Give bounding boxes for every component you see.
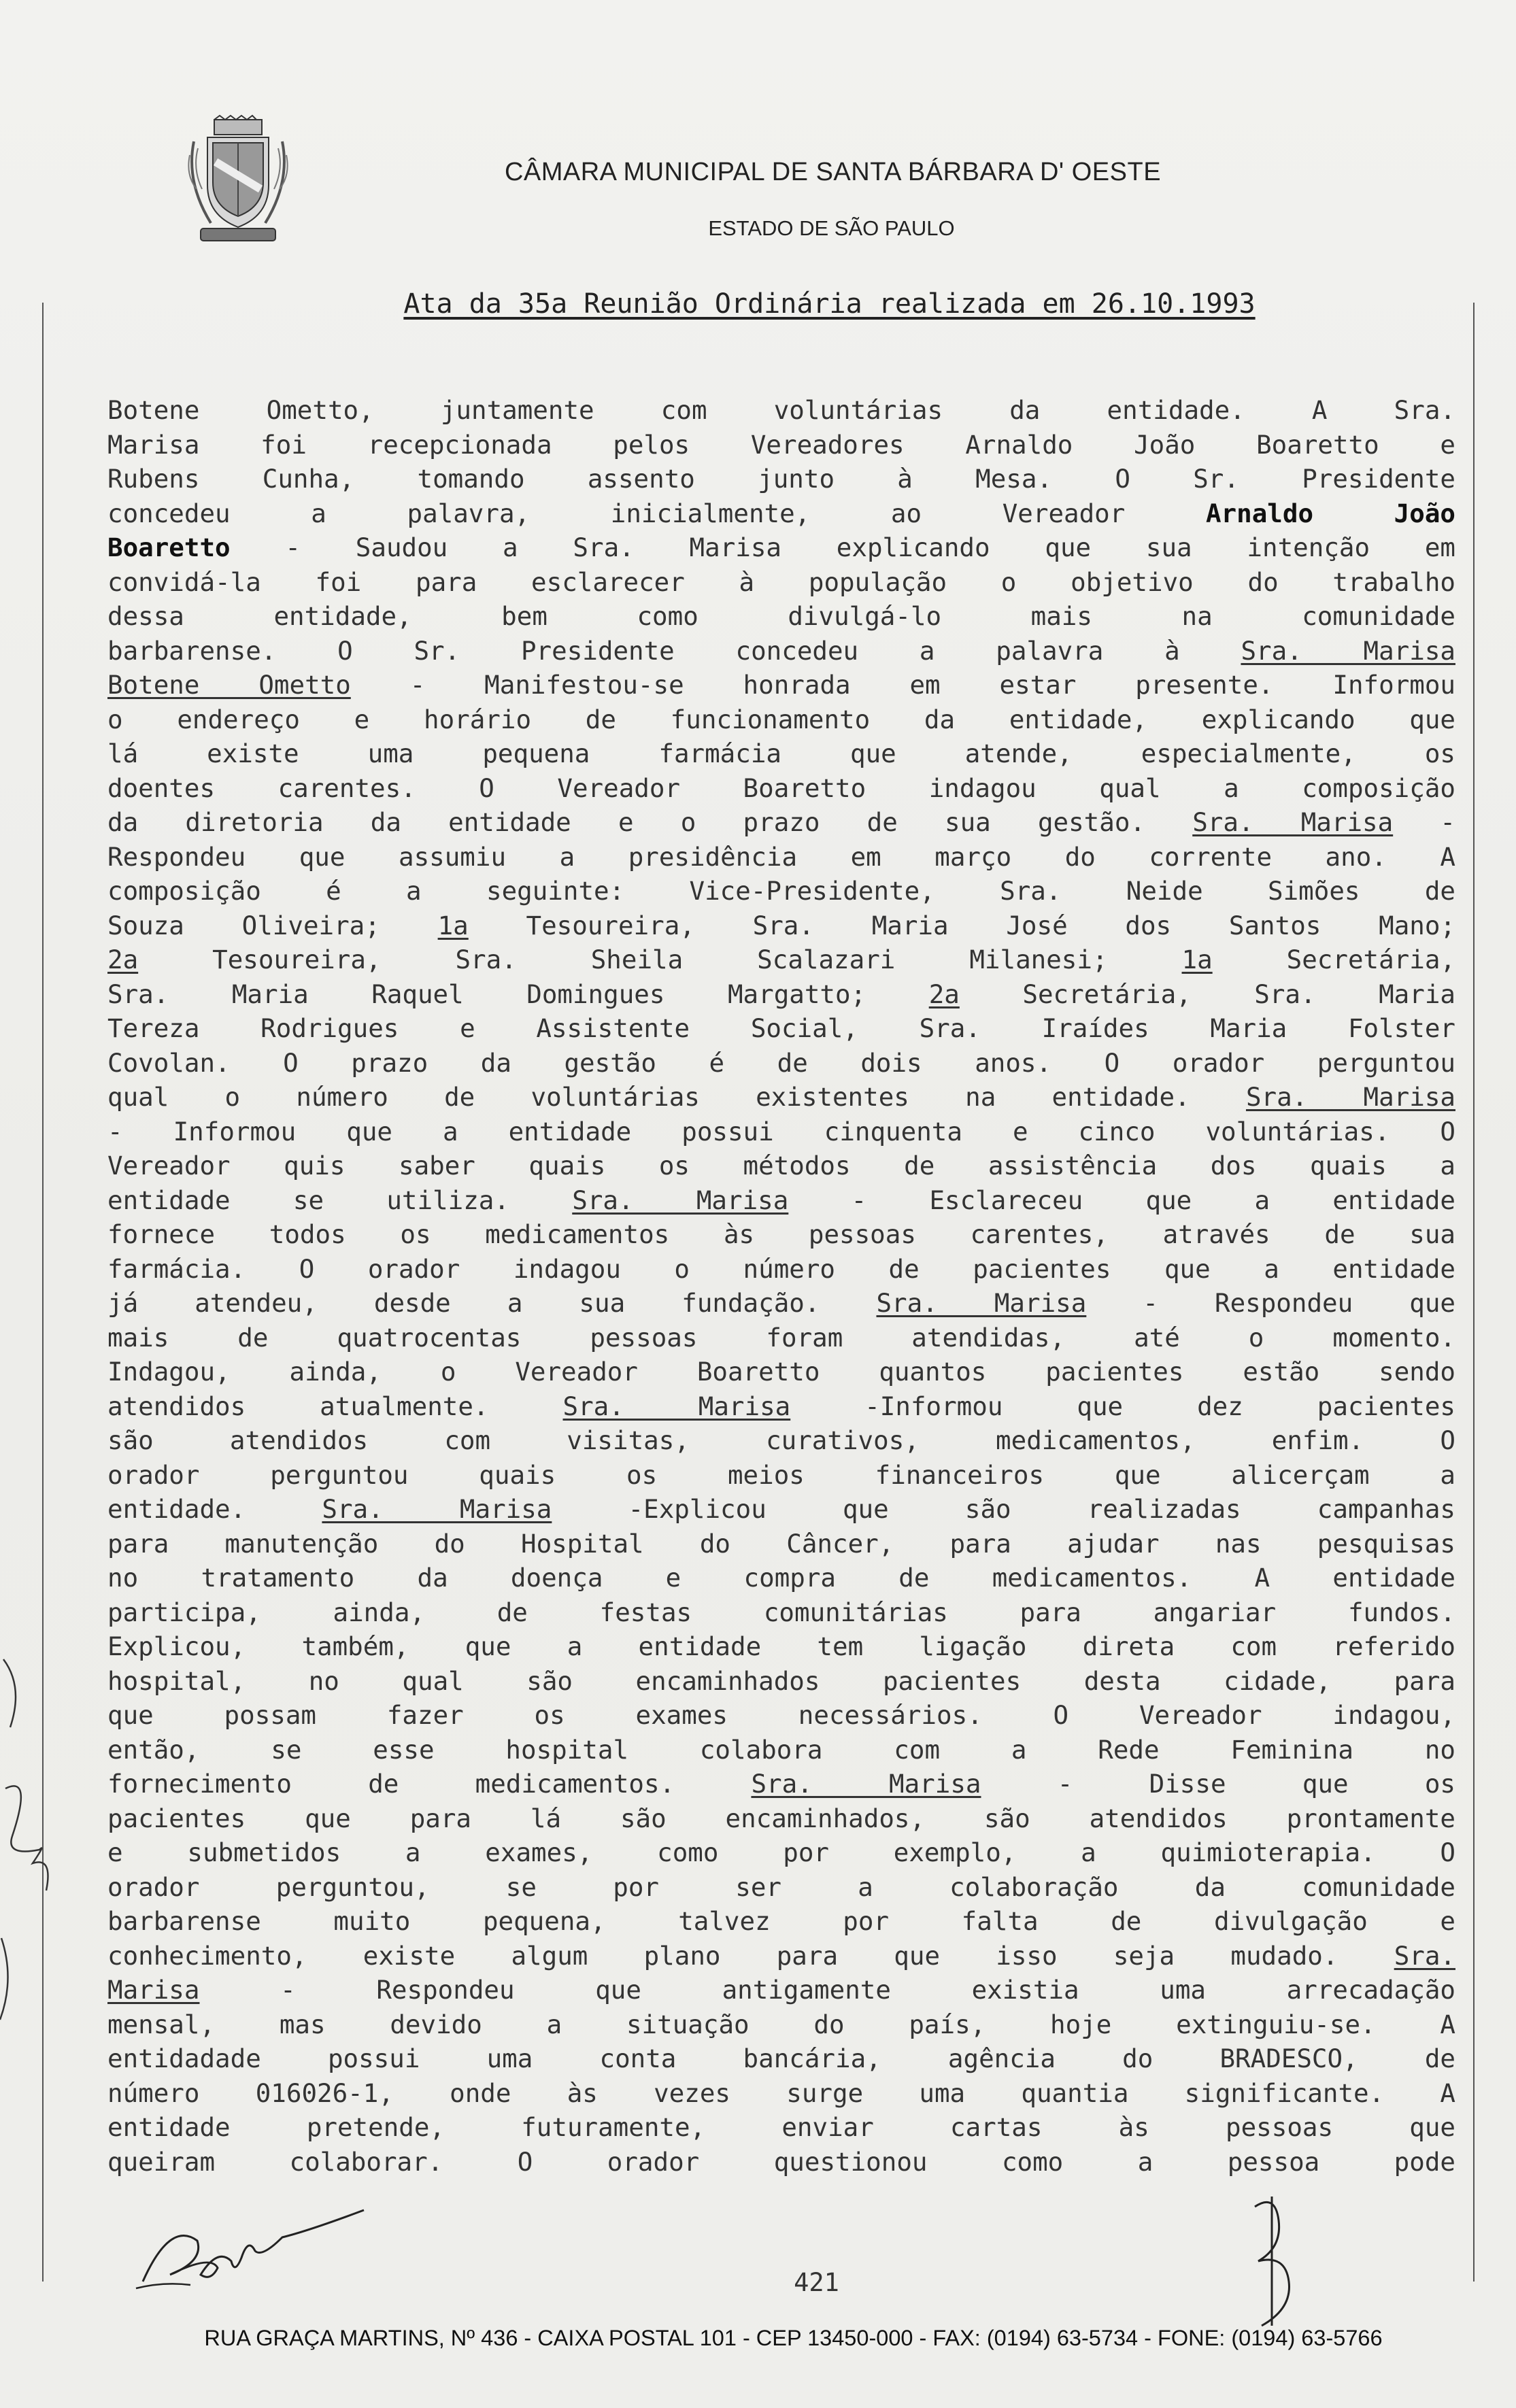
ordinal: 1a [1181, 945, 1213, 974]
underlined-name: Sra. [1394, 1940, 1455, 1971]
text-line: Marisa foi recepcionada pelos Vereadores Arnaldo João Boaretto e [107, 429, 1455, 460]
text-line: que possam fazer os exames necessários. O Vereador indagou, [107, 1700, 1455, 1730]
text-line: o endereço e horário de funcionamento da entidade, explicando que [107, 704, 1455, 734]
underlined-name: Botene Ometto [107, 670, 351, 700]
text-line: Vereador quis saber quais os métodos de assistência dos quais a [107, 1151, 1455, 1181]
text-line: Marisa - Respondeu que antigamente existia uma arrecadação [107, 1975, 1455, 2005]
text-line: Botene Ometto, juntamente com voluntárias da entidade. A Sra. [107, 395, 1455, 425]
margin-signature-icon [0, 1652, 54, 2033]
underlined-name: Marisa [107, 1975, 200, 2005]
text-line: queiram colaborar. O orador questionou como a pessoa pode [107, 2146, 1455, 2177]
underlined-name: Sra. Marisa [322, 1494, 552, 1524]
underlined-name: Sra. Marisa [876, 1288, 1087, 1318]
text-line: Explicou, também, que a entidade tem ligação direta com referido [107, 1631, 1455, 1661]
text-line: no tratamento da doença e compra de medicamentos. A entidade [107, 1563, 1455, 1593]
text-line: participa, ainda, de festas comunitárias para angariar fundos. [107, 1597, 1455, 1627]
underlined-name: Sra. Marisa [572, 1185, 789, 1215]
underlined-name: Sra. Marisa [562, 1391, 791, 1421]
text-line: hospital, no qual são encaminhados pacientes desta cidade, para [107, 1665, 1455, 1696]
minutes-heading: Ata da 35a Reunião Ordinária realizada em 26.10.1993 [403, 288, 1256, 320]
text-line: entidade se utiliza. Sra. Marisa - Esclareceu que a entidade [107, 1185, 1455, 1215]
text-line: entidade. Sra. Marisa -Explicou que são realizadas campanhas [107, 1494, 1455, 1524]
bold-name: Arnaldo João [1205, 498, 1455, 528]
text-line: Souza Oliveira; 1a Tesoureira, Sra. Maria José dos Santos Mano; [107, 910, 1456, 940]
text-line: atendidos atualmente. Sra. Marisa -Informou que dez pacientes [107, 1391, 1455, 1421]
text-line: composição é a seguinte: Vice-Presidente, Sra. Neide Simões de [107, 876, 1455, 906]
right-margin-rule [1473, 303, 1475, 2282]
text-line: concedeu a palavra, inicialmente, ao Vereador Arnaldo João [107, 498, 1455, 528]
text-line: mais de quatrocentas pessoas foram atendidas, até o momento. [107, 1322, 1455, 1353]
text-line: Boaretto - Saudou a Sra. Marisa explicando que sua intenção em [107, 532, 1455, 562]
minutes-body [107, 393, 1455, 2179]
text-line: barbarense. O Sr. Presidente concedeu a palavra à Sra. Marisa [107, 635, 1455, 666]
bold-name: Boaretto [107, 532, 231, 562]
text-line: conhecimento, existe algum plano para que isso seja mudado. Sra. [107, 1940, 1455, 1971]
text-line: já atendeu, desde a sua fundação. Sra. Marisa - Respondeu que [107, 1288, 1455, 1318]
text-line: Sra. Maria Raquel Domingues Margatto; 2a Secretária, Sra. Maria [107, 979, 1455, 1009]
text-line: - Informou que a entidade possui cinquenta e cinco voluntárias. O [107, 1116, 1455, 1147]
left-margin-rule [42, 303, 44, 2282]
text-line: Covolan. O prazo da gestão é de dois anos. O orador perguntou [107, 1047, 1455, 1078]
header-title: CÂMARA MUNICIPAL DE SANTA BÁRBARA D' OESTE [504, 158, 1162, 186]
text-line: entidade pretende, futuramente, enviar cartas às pessoas que [107, 2112, 1455, 2142]
text-line: e submetidos a exames, como por exemplo, a quimioterapia. O [107, 1837, 1455, 1867]
text-line: qual o número de voluntárias existentes na entidade. Sra. Marisa [107, 1082, 1455, 1112]
text-line: da diretoria da entidade e o prazo de sua gestão. Sra. Marisa - [107, 807, 1455, 837]
text-line: fornecimento de medicamentos. Sra. Marisa - Disse que os [107, 1769, 1455, 1799]
underlined-name: Sra. Marisa [1241, 635, 1455, 666]
text-line: número 016026-1, onde às vezes surge uma quantia significante. A [107, 2078, 1455, 2108]
text-line: mensal, mas devido a situação do país, hoje extinguiu-se. A [107, 2009, 1455, 2039]
header-subtitle: ESTADO DE SÃO PAULO [708, 216, 955, 240]
text-line: pacientes que para lá são encaminhados, são atendidos prontamente [107, 1803, 1455, 1833]
text-line: Indagou, ainda, o Vereador Boaretto quantos pacientes estão sendo [107, 1357, 1455, 1387]
text-line: são atendidos com visitas, curativos, medicamentos, enfim. O [107, 1425, 1455, 1455]
text-line: lá existe uma pequena farmácia que atende, especialmente, os [107, 739, 1455, 768]
ordinal: 2a [928, 979, 960, 1009]
underlined-name: Sra. Marisa [1192, 807, 1394, 837]
text-line: convidá-la foi para esclarecer à população o objetivo do trabalho [107, 566, 1455, 597]
text-line: Tereza Rodrigues e Assistente Social, Sra. Iraídes Maria Folster [107, 1013, 1455, 1043]
ordinal: 2a [107, 945, 139, 974]
text-line: farmácia. O orador indagou o número de pacientes que a entidade [107, 1253, 1455, 1284]
underlined-name: Sra. Marisa [751, 1769, 981, 1799]
text-line: doentes carentes. O Vereador Boaretto indagou qual a composição [107, 773, 1455, 803]
text-line: para manutenção do Hospital do Câncer, para ajudar nas pesquisas [107, 1528, 1455, 1559]
text-line: barbarense muito pequena, talvez por falta de divulgação e [107, 1906, 1455, 1936]
text-line: então, se esse hospital colabora com a Rede Feminina no [107, 1734, 1455, 1765]
text-line: orador perguntou quais os meios financeiros que alicerçam a [107, 1459, 1455, 1490]
text-line: Rubens Cunha, tomando assento junto à Mesa. O Sr. Presidente [107, 464, 1455, 494]
text-line: fornece todos os medicamentos às pessoas carentes, através de sua [107, 1219, 1455, 1249]
text-line: Botene Ometto - Manifestou-se honrada em estar presente. Informou [107, 670, 1455, 700]
text-line: orador perguntou, se por ser a colaboração da comunidade [107, 1871, 1455, 1902]
ordinal: 1a [437, 910, 469, 940]
text-line: 2a Tesoureira, Sra. Sheila Scalazari Milanesi; 1a Secretária, [107, 945, 1455, 974]
underlined-name: Sra. Marisa [1245, 1082, 1455, 1112]
footer-address: RUA GRAÇA MARTINS, Nº 436 - CAIXA POSTAL 101 - CEP 13450-000 - FAX: (0194) 63-5734 - FONE: (0194) 63-5766 [204, 2326, 1383, 2350]
text-line: dessa entidade, bem como divulgá-lo mais na comunidade [107, 601, 1455, 631]
text-line: Respondeu que assumiu a presidência em março do corrente ano. A [107, 841, 1455, 872]
signature-right-icon [1234, 2193, 1309, 2333]
page-number: 421 [794, 2268, 839, 2297]
text-line: entidadade possui uma conta bancária, agência do BRADESCO, de [107, 2044, 1455, 2073]
